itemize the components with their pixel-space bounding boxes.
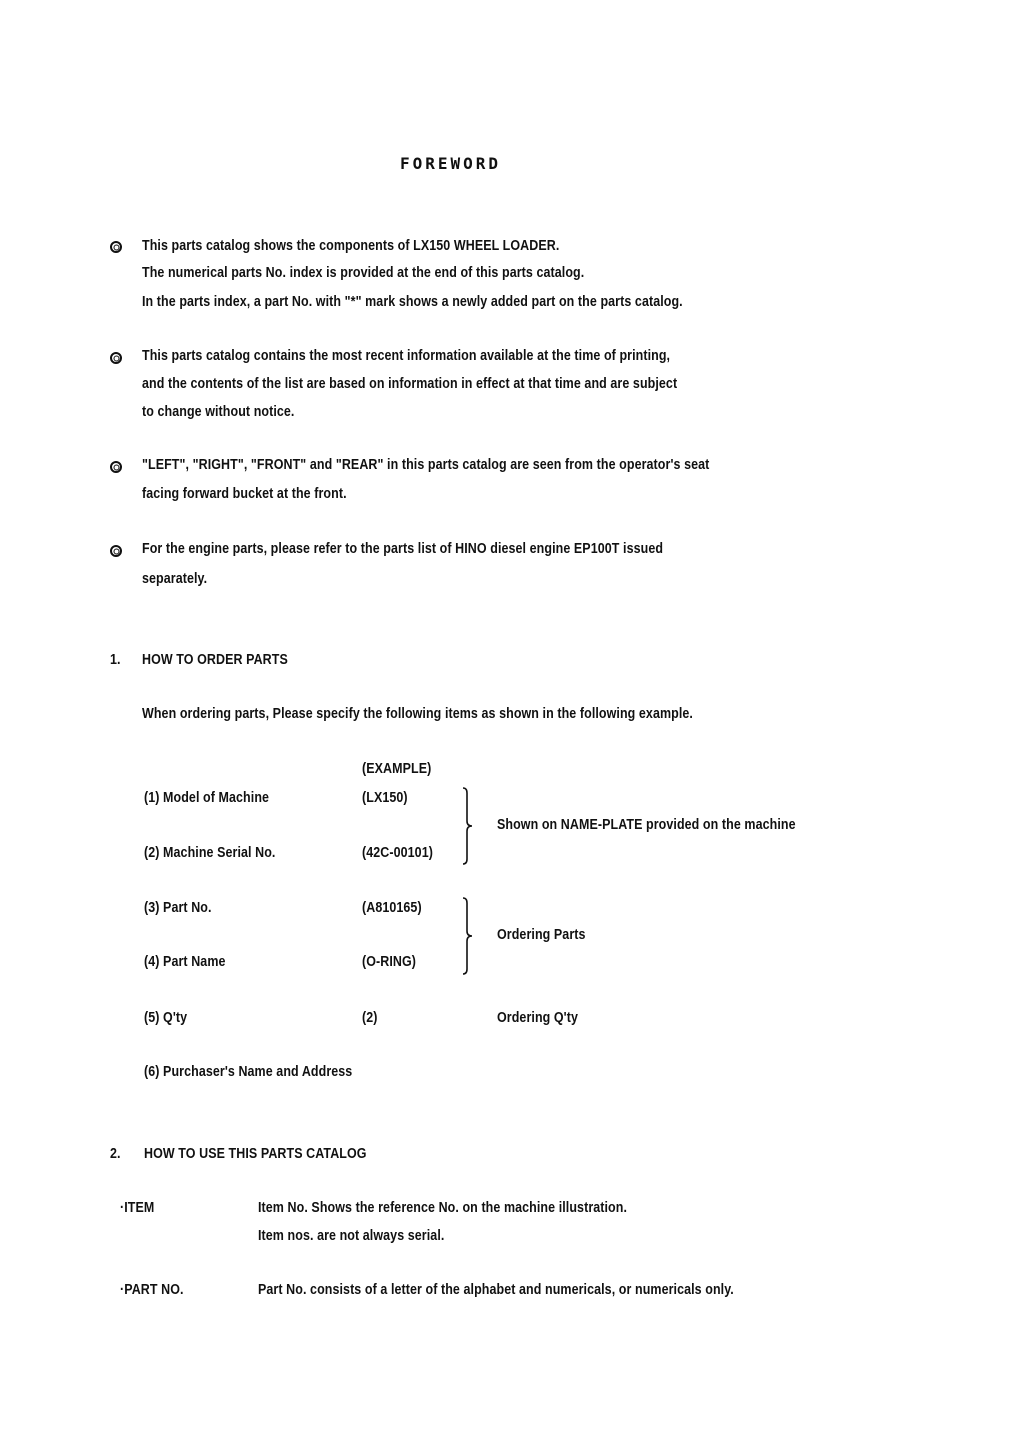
order-item-example: (A810165) [362, 900, 422, 916]
term-part-no: ·PART NO. [120, 1282, 184, 1298]
order-item-example: (2) [362, 1010, 378, 1026]
note-2-line-2: and the contents of the list are based on information in effect at that time and are subject [142, 376, 678, 392]
note-4-line-1: For the engine parts, please refer to the parts list of HINO diesel engine EP100T issued [142, 541, 664, 557]
note-3-line-2: facing forward bucket at the front. [142, 486, 347, 502]
order-item-label: (1) Model of Machine [144, 790, 270, 806]
section-1-number: 1. [110, 652, 121, 668]
term-item: ·ITEM [120, 1200, 155, 1216]
note-1-line-1: This parts catalog shows the components of LX150 WHEEL LOADER. [142, 238, 560, 254]
order-item-example: (42C-00101) [362, 845, 433, 861]
double-circle-icon [110, 241, 122, 253]
term-item-desc-line-1: Item No. Shows the reference No. on the machine illustration. [258, 1200, 628, 1216]
example-header: (EXAMPLE) [362, 761, 432, 777]
section-2-number: 2. [110, 1146, 121, 1162]
note-2-line-3: to change without notice. [142, 404, 295, 420]
right-brace-icon [462, 787, 472, 865]
double-circle-icon [110, 461, 122, 473]
section-1-intro: When ordering parts, Please specify the following items as shown in the following example. [142, 706, 693, 722]
order-item-label: (3) Part No. [144, 900, 212, 916]
order-item-example: (LX150) [362, 790, 408, 806]
double-circle-icon [110, 352, 122, 364]
section-2-heading: HOW TO USE THIS PARTS CATALOG [144, 1146, 367, 1162]
order-item-label: (5) Q'ty [144, 1010, 188, 1026]
page-title: FOREWORD [400, 154, 502, 173]
order-item-example: (O-RING) [362, 954, 417, 970]
term-part-no-desc: Part No. consists of a letter of the alphabet and numericals, or numericals only. [258, 1282, 734, 1298]
order-item-label: (6) Purchaser's Name and Address [144, 1064, 353, 1080]
term-item-desc-line-2: Item nos. are not always serial. [258, 1228, 445, 1244]
note-4-line-2: separately. [142, 571, 208, 587]
note-1-line-2: The numerical parts No. index is provided at the end of this parts catalog. [142, 265, 585, 281]
order-item-label: (4) Part Name [144, 954, 226, 970]
right-brace-icon [462, 897, 472, 975]
double-circle-icon [110, 545, 122, 557]
note-2-line-1: This parts catalog contains the most recent information available at the time of printing, [142, 348, 671, 364]
note-3-line-1: "LEFT", "RIGHT", "FRONT" and "REAR" in this parts catalog are seen from the operator's seat [142, 457, 710, 473]
group-note-ordering-qty: Ordering Q'ty [497, 1010, 579, 1026]
group-note-ordering-parts: Ordering Parts [497, 927, 586, 943]
order-item-label: (2) Machine Serial No. [144, 845, 276, 861]
group-note-nameplate: Shown on NAME-PLATE provided on the machine [497, 817, 796, 833]
section-1-heading: HOW TO ORDER PARTS [142, 652, 288, 668]
note-1-line-3: In the parts index, a part No. with "*" mark shows a newly added part on the parts catalog. [142, 294, 683, 310]
